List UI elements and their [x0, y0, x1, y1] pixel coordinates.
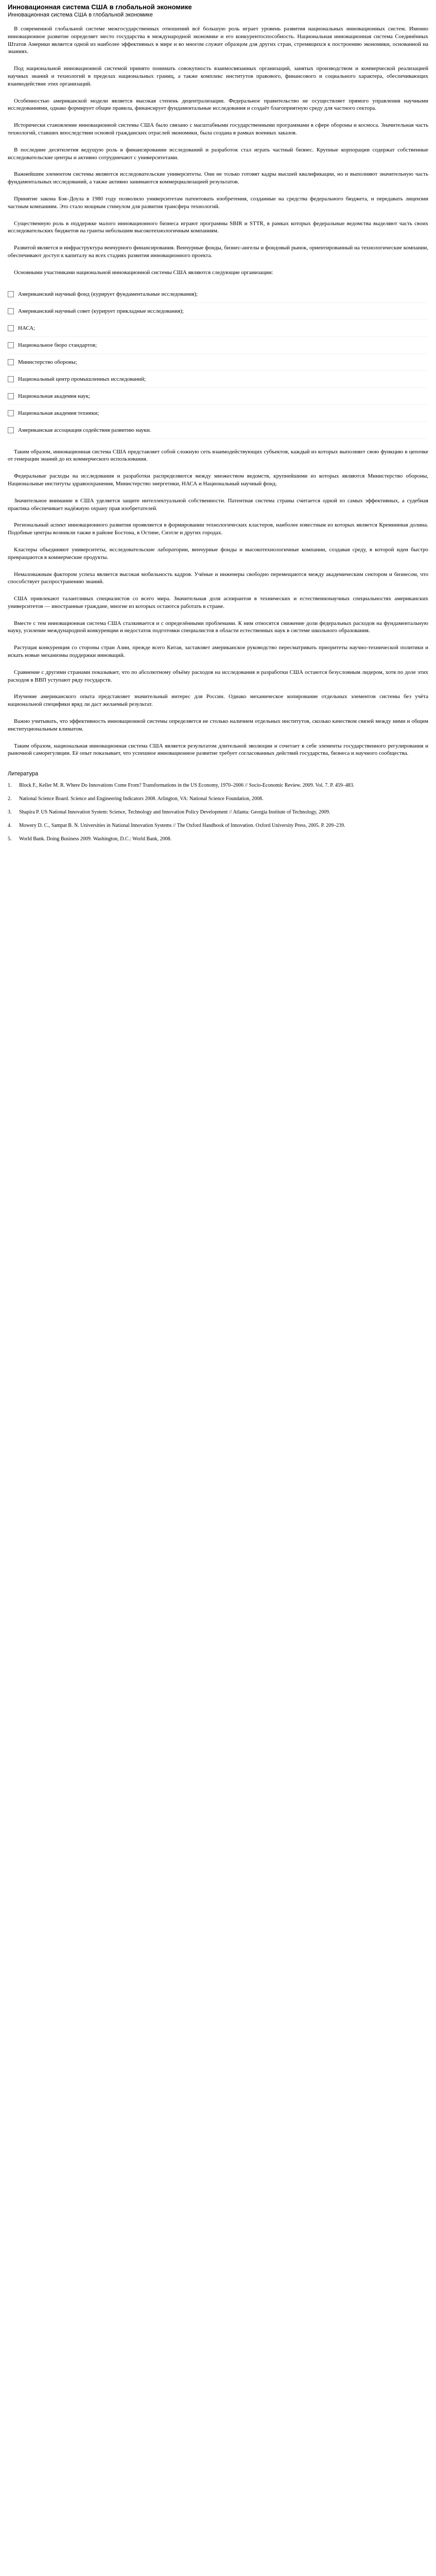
list-bullet-icon — [8, 325, 14, 331]
list-bullet-icon — [8, 376, 14, 382]
list-item: НАСА; — [8, 320, 428, 337]
paragraph: Федеральные расходы на исследования и разработки распределяются между множеством ведомств, крупнейшими из которых являются Министерство обороны, Национальные институты здравоохранения, Министерство энергетики, НАСА и Национальный научный фонд. — [8, 473, 428, 487]
document-title: Инновационная система США в глобальной экономике — [8, 3, 192, 11]
paragraph: Региональный аспект инновационного развития проявляется в формировании технологических кластеров, наиболее известным из которых является Кремниевая долина. Подобные центры возникли также в районе Бостона, в Остине, Сиэтле и других городах. — [8, 522, 428, 536]
organizations-list — [8, 286, 428, 439]
list-item: Национальная академия техники; — [8, 405, 428, 422]
reference-item: 2. National Science Board. Science and Engineering Indicators 2008. Arlington, VA: National Science Foundation, 2008. — [8, 796, 264, 802]
paragraph: Развитой является и инфраструктура венчурного финансирования. Венчурные фонды, бизнес-ангелы и фондовый рынок, ориентированный на технологические компании, обеспечивают доступ к капиталу на всех стадиях развития инновационного проекта. — [8, 245, 428, 259]
paragraph: Важнейшим элементом системы являются исследовательские университеты. Они не только готовят кадры высшей квалификации, но и выполняют значительную часть фундаментальных исследований, а также активно занимаются коммерциализацией результатов. — [8, 171, 428, 185]
list-bullet-icon — [8, 410, 14, 416]
paragraph: Изучение американского опыта представляет значительный интерес для России. Однако механическое копирование отдельных элементов системы без учёта национальной специфики вряд ли даст желаемый результат. — [8, 693, 428, 708]
list-item: Американский научный совет (курирует прикладные исследования); — [8, 303, 428, 320]
paragraph: Особенностью американской модели является высокая степень децентрализации. Федеральное правительство не осуществляет прямого управления научными исследованиями, однако формирует общие правила, финансирует фундаментальные исследования и создаёт благоприятную среду для частного сектора. — [8, 97, 428, 112]
literature-heading: Литература — [8, 771, 39, 777]
reference-item: 5. World Bank. Doing Business 2009. Washington, D.C.: World Bank, 2008. — [8, 836, 172, 842]
list-item: Американская ассоциация содействия развитию науки. — [8, 422, 428, 439]
document-page — [0, 0, 436, 855]
list-bullet-icon — [8, 393, 14, 399]
paragraph: Сравнение с другими странами показывает, что по абсолютному объёму расходов на исследования и разработки США остаются безусловным лидером, хотя по доле этих расходов в ВВП уступают ряду государств. — [8, 669, 428, 683]
paragraph: Немаловажным фактором успеха является высокая мобильность кадров. Учёные и инженеры свободно перемещаются между академическим сектором и бизнесом, что способствует распространению знаний. — [8, 571, 428, 585]
paragraph: Кластеры объединяют университеты, исследовательские лаборатории, венчурные фонды и высокотехнологичные компании, создавая среду, в которой идеи быстро превращаются в коммерческие продукты. — [8, 546, 428, 561]
paragraph: Растущая конкуренция со стороны стран Азии, прежде всего Китая, заставляет американское руководство пересматривать приоритеты научно-технической политики и искать новые механизмы поддержки инноваций. — [8, 645, 428, 659]
paragraph: Значительное внимание в США уделяется защите интеллектуальной собственности. Патентная система страны считается одной из самых эффективных, а судебная практика обеспечивает надёжную охрану прав изобретателей. — [8, 497, 428, 512]
paragraph: Таким образом, инновационная система США представляет собой сложную сеть взаимодействующих субъектов, каждый из которых выполняет свою функцию в цепочке от генерации знаний до их коммерческого использования. — [8, 448, 428, 463]
paragraph: Принятие закона Бэя–Доула в 1980 году позволило университетам патентовать изобретения, созданные на средства федерального бюджета, и передавать лицензии частным компаниям. Это стало мощным стимулом для развития трансфера технологий. — [8, 195, 428, 210]
list-bullet-icon — [8, 342, 14, 348]
paragraph: Существенную роль в поддержке малого инновационного бизнеса играют программы SBIR и STTR, в рамках которых федеральные ведомства выделяют часть своих исследовательских бюджетов на гранты небольшим высокотехнологичным компаниям. — [8, 220, 428, 234]
reference-list — [8, 782, 428, 842]
reference-item: 3. Shapira P. US National Innovation System: Science, Technology and Innovation Policy Development // Atlanta: Georgia Institute of Technology, 2009. — [8, 809, 330, 816]
reference-item: 1. Block F., Keller M. R. Where Do Innovations Come From? Transformations in the US Economy, 1970–2006 // Socio-Economic Review. 2009. Vol. 7. P. 459–483. — [8, 783, 355, 789]
paragraph-intro: В современной глобальной системе межгосударственных отношений всё большую роль играет уровень развития национальных инновационных систем. Именно инновационное развитие определяет место государства в международной экономике и его конкурентоспособность. Национальная инновационная система Соединённых Штатов Америки является одной из наиболее эффективных в мире и во многом служит образцом для других стран, стремящихся к построению экономики, основанной на знаниях. — [8, 26, 428, 55]
paragraph-definition: Под национальной инновационной системой принято понимать совокупность взаимосвязанных организаций, занятых производством и коммерческой реализацией научных знаний и технологий в пределах национальных границ, а также комплекс институтов правового, финансового и социального характера, обеспечивающих взаимодействие этих организаций. — [8, 65, 428, 87]
list-item: Национальное бюро стандартов; — [8, 337, 428, 354]
paragraph: В последние десятилетия ведущую роль в финансировании исследований и разработок стал играть частный бизнес. Крупные корпорации содержат собственные исследовательские центры и активно сотрудничают с университетами. — [8, 146, 428, 161]
list-item: Национальный центр промышленных исследований; — [8, 371, 428, 388]
paragraph: США привлекают талантливых специалистов со всего мира. Значительная доля аспирантов в технических и естественнонаучных специальностях американских университетов — иностранные граждане, многие из которых остаются работать в стране. — [8, 596, 428, 609]
paragraph: Исторически становление инновационной системы США было связано с масштабными государственными программами в сфере обороны и космоса. Значительная часть технологий, ставших впоследствии основой гражданских отраслей экономики, была создана в рамках военных заказов. — [8, 122, 428, 136]
paragraph: Важно учитывать, что эффективность инновационной системы определяется не столько наличием отдельных институтов, сколько качеством связей между ними и общим институциональным климатом. — [8, 718, 428, 732]
document-subtitle: Инновационная система США в глобальной экономике — [8, 12, 153, 18]
list-bullet-icon — [8, 359, 14, 365]
list-item: Министерство обороны; — [8, 354, 428, 371]
list-item: Американский научный фонд (курирует фундаментальные исследования); — [8, 286, 428, 303]
list-bullet-icon — [8, 427, 14, 433]
list-item: Национальная академия наук; — [8, 388, 428, 405]
reference-item: 4. Mowery D. C., Sampat B. N. Universities in National Innovation Systems // The Oxford Handbook of Innovation. Oxford University Press, 2005. P. 209–239. — [8, 823, 345, 829]
paragraph: Вместе с тем инновационная система США сталкивается и с определёнными проблемами. К ним относятся снижение доли федеральных расходов на фундаментальную науку, усиление международной конкуренции и недостаток подготовки специалистов в области естественных наук в системе школьного образования. — [8, 620, 428, 634]
list-bullet-icon — [8, 308, 14, 314]
paragraph: Основными участниками национальной инновационной системы США являются следующие организации: — [14, 269, 273, 276]
list-bullet-icon — [8, 291, 14, 297]
paragraph-conclusion: Таким образом, национальная инновационная система США является результатом длительной эволюции и сочетает в себе элементы государственного регулирования и рыночной саморегуляции. Её опыт показывает, что успешное инновационное развитие требует согласованных действий государства, бизнеса и научного сообщества. — [8, 742, 428, 757]
